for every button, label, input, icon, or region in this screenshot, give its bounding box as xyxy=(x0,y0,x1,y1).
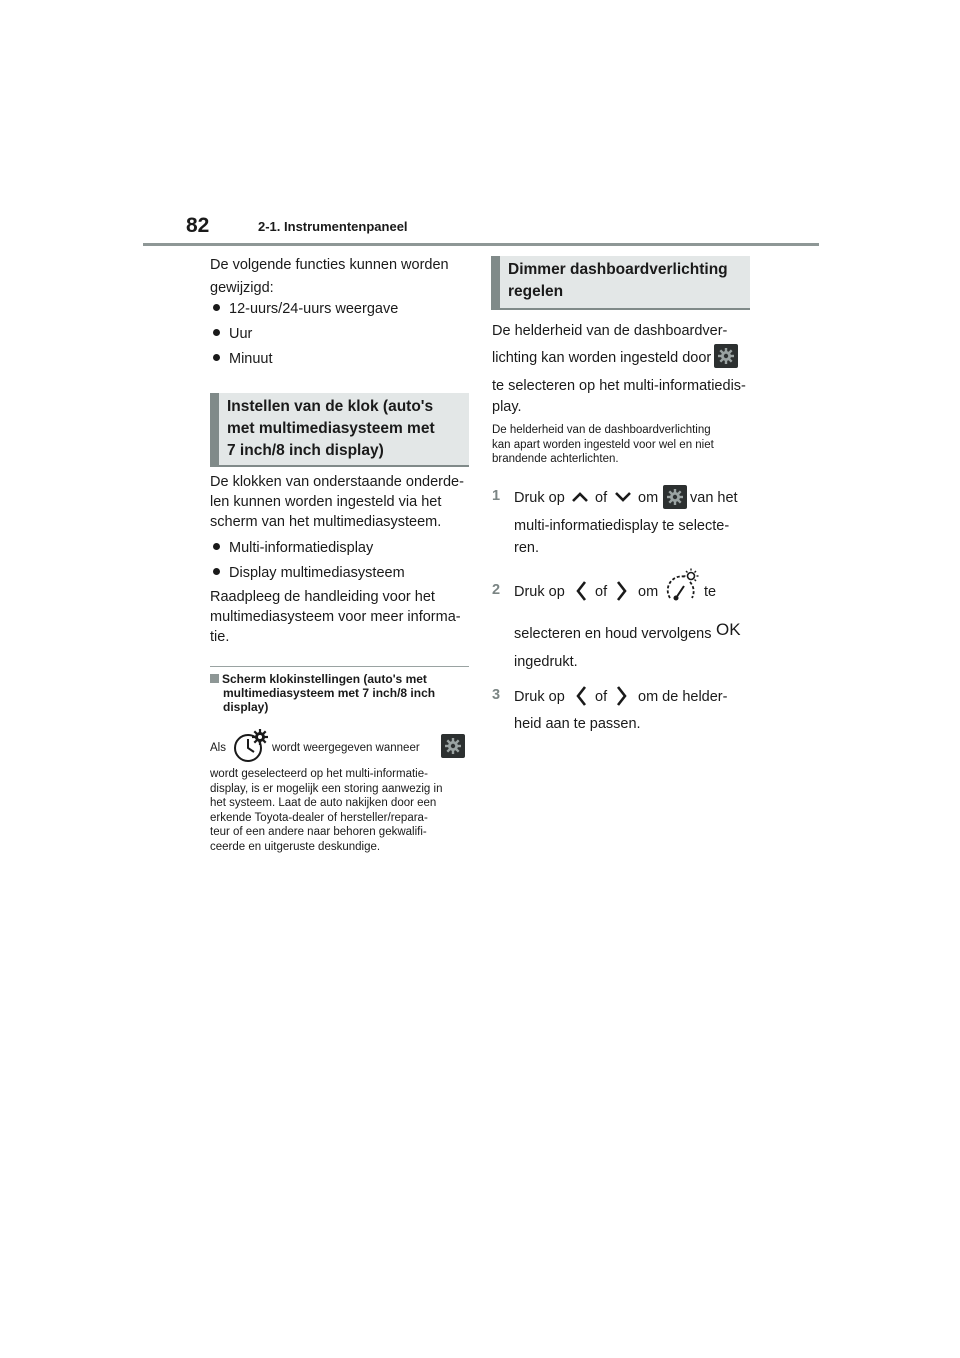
intro-text xyxy=(210,255,470,298)
subheading-clock-settings: Scherm klokinstellingen (auto's met multimediasysteem met 7 inch/8 inch display) xyxy=(210,672,469,714)
bullet-icon xyxy=(213,329,220,336)
clock-gear-icon xyxy=(231,728,269,764)
list-item: Minuut xyxy=(213,349,273,369)
bullet-icon xyxy=(213,568,220,575)
step-text: om de helder- xyxy=(638,689,728,705)
ok-button-icon: OK xyxy=(716,620,741,639)
list-item: Display multimediasysteem xyxy=(213,563,405,583)
step-text: of xyxy=(595,490,608,506)
gear-icon xyxy=(714,344,738,368)
chevron-left-icon xyxy=(575,685,587,707)
chevron-up-icon xyxy=(571,491,589,503)
step-text: ingedrukt. xyxy=(514,654,578,670)
step-text: of xyxy=(595,689,608,705)
bullet-icon xyxy=(213,304,220,311)
subhead-divider xyxy=(210,666,469,667)
chevron-right-icon xyxy=(616,685,628,707)
step-text: of xyxy=(595,584,608,600)
chevron-right-icon xyxy=(616,580,628,602)
dimmer-desc-line: play. xyxy=(492,399,522,415)
list-item: 12-uurs/24-uurs weergave xyxy=(213,299,398,319)
step-text: heid aan te passen. xyxy=(514,716,641,732)
note-text: wordt geselecteerd op het multi-informatie- display, is er mogelijk een storing aanwezig in het systeem. Laat de auto nakijken door een erkende Toyota-dealer of hersteller/repara- teur of een andere naar behoren gekwalifi- ceerde en uitgeruste deskundige. xyxy=(210,768,443,853)
step-text: om xyxy=(638,584,659,600)
step-text: te xyxy=(704,584,717,600)
step-text: selecteren en houd vervolgens xyxy=(514,626,712,642)
note-as: Als xyxy=(210,742,226,754)
gear-icon xyxy=(441,734,465,758)
clocks-text: De klokken van onderstaande onderde- len kunnen worden ingesteld via het scherm van het multimediasysteem. xyxy=(210,474,464,530)
section-title-clock: Instellen van de klok (auto's met multimediasysteem met 7 inch/8 inch display) xyxy=(210,393,469,467)
dimmer-desc-line: te selecteren op het multi-informatiedis- xyxy=(492,378,746,394)
list-item: Multi-informatiedisplay xyxy=(213,538,373,558)
intro-line: De volgende functies kunnen worden xyxy=(210,257,449,273)
bullet-icon xyxy=(213,543,220,550)
dimmer-desc-line: De helderheid van de dashboardver- xyxy=(492,323,728,339)
step-text: multi-informatiedisplay te selecte- xyxy=(514,518,730,534)
dimmer-note: De helderheid van de dashboardverlichting kan apart worden ingesteld voor wel en niet brandende achterlichten. xyxy=(492,424,714,465)
refer-text: Raadpleeg de handleiding voor het multimediasysteem voor meer informa- tie. xyxy=(210,589,461,645)
note-shown: wordt weergegeven wanneer xyxy=(272,742,420,754)
dimmer-desc-line: lichting kan worden ingesteld door xyxy=(492,350,712,366)
list-item: Uur xyxy=(213,324,252,344)
step-number: 3 xyxy=(492,687,501,703)
page-number: 82 xyxy=(186,214,210,237)
header-divider xyxy=(143,243,819,246)
chevron-left-icon xyxy=(575,580,587,602)
step-text: Druk op xyxy=(514,490,565,506)
step-text: ren. xyxy=(514,540,539,556)
intro-line: gewijzigd: xyxy=(210,280,274,296)
step-text: van het xyxy=(690,490,738,506)
step-number: 2 xyxy=(492,582,501,598)
step-number: 1 xyxy=(492,488,501,504)
chapter-title: 2-1. Instrumentenpaneel xyxy=(258,219,408,234)
step-text: om xyxy=(638,490,659,506)
chevron-down-icon xyxy=(614,491,632,503)
bullet-icon xyxy=(213,354,220,361)
step-text: Druk op xyxy=(514,689,565,705)
section-title-dimmer: Dimmer dashboardverlichting regelen xyxy=(491,256,750,310)
dashboard-brightness-icon xyxy=(662,568,700,604)
gear-icon xyxy=(663,485,687,509)
step-text: Druk op xyxy=(514,584,565,600)
square-bullet-icon xyxy=(210,674,219,683)
